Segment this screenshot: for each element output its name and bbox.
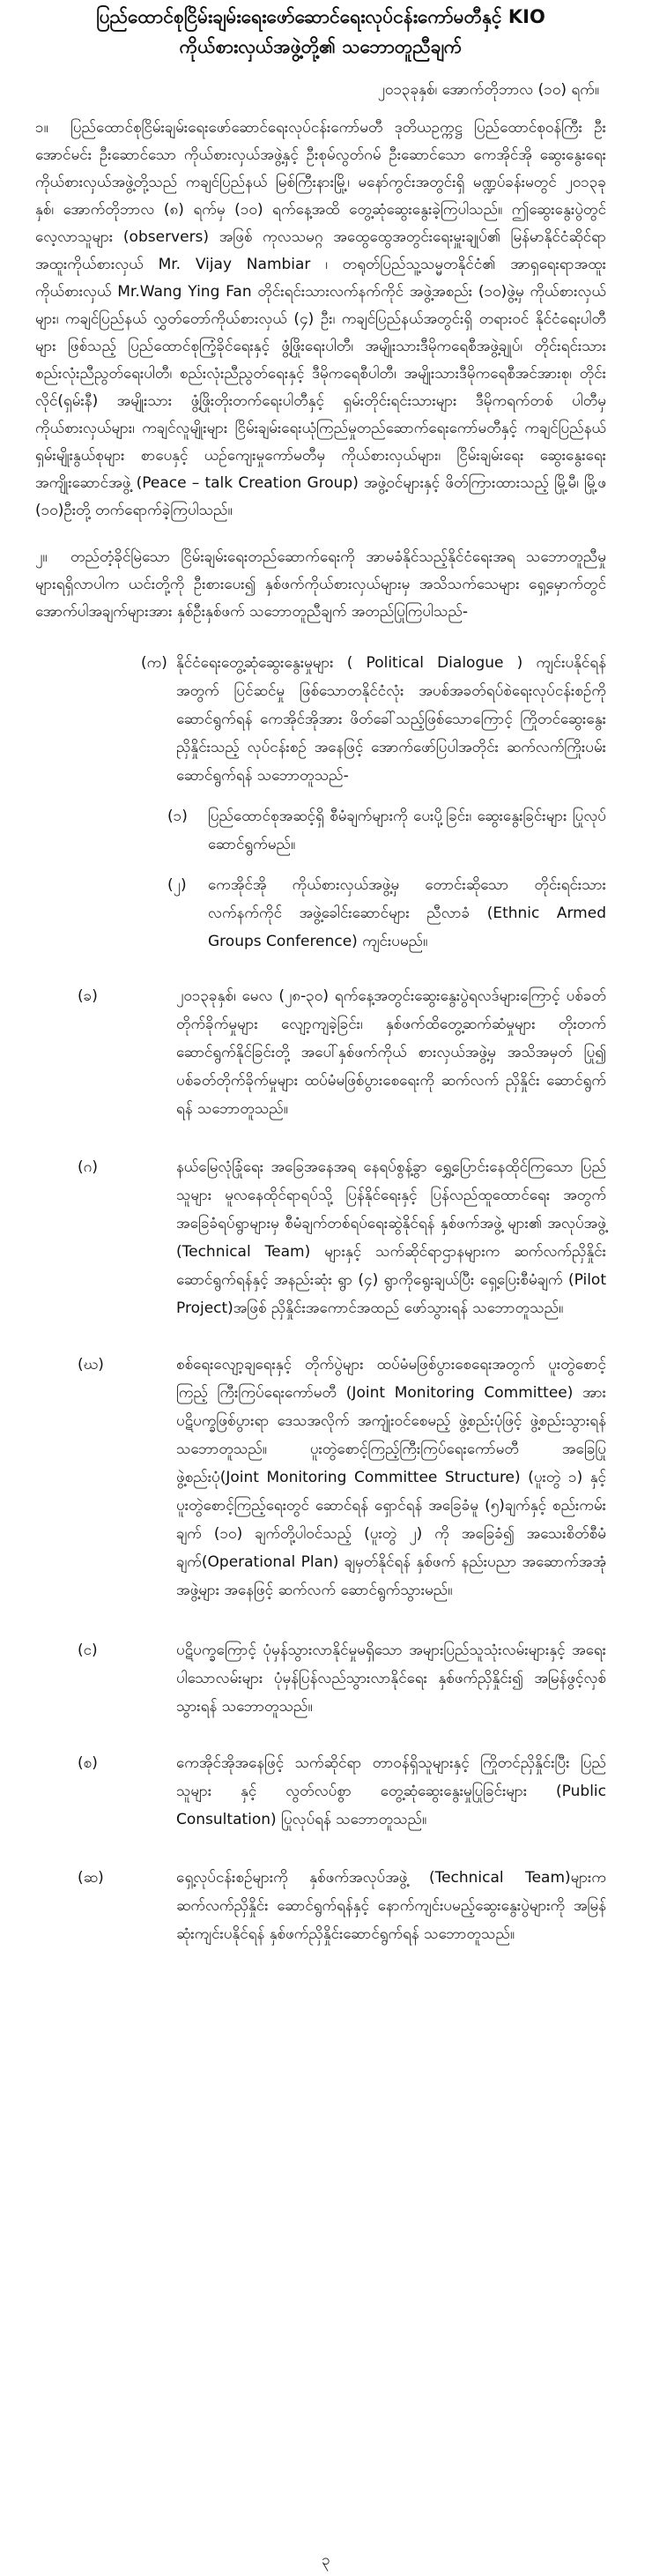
- item-ga-number: (ဂ): [78, 1158, 98, 1176]
- item-ka: [35, 649, 606, 790]
- item-ka-sub-1-text: ပြည်ထောင်စုအဆင့်ရှိ စီမံချက်များကို ပေးပို့ခြင်း၊ ဆွေးနွေးခြင်းများ ပြုလုပ် ဆောင်ရွက်မည်။: [208, 808, 606, 853]
- paragraph-1-number: ၁။: [35, 119, 48, 137]
- paragraph-1: [35, 115, 606, 525]
- title-line-1: ပြည်ထောင်စုငြိမ်းချမ်းရေးဖော်ဆောင်ရေးလုပ်ငန်းကော်မတီနှင့် KIO: [96, 6, 545, 27]
- document-date: ၂၀၁၃ခုနှစ်၊ အောက်တိုဘာလ (၁၀) ရက်။: [377, 81, 599, 99]
- item-nga-text: ပဋိပက္ခကြောင့် ပုံမှန်သွားလာနိုင်မှုမရှိသော အများပြည်သူသုံးလမ်းများနှင့် အရေးပါသောလမ်းများ ပုံမှန်ပြန်လည်သွားလာနိုင်ရေး နှစ်ဖက်ညှိနှိုင်း၍ အမြန်ဖွင့်လှစ်သွားရန် သဘောတူသည်။: [176, 1642, 606, 1716]
- item-ga: [35, 1153, 606, 1322]
- item-kha-number: (ခ): [78, 987, 98, 1005]
- item-nga: [35, 1636, 606, 1721]
- item-hsa: [35, 1864, 606, 1948]
- item-kha-text: ၂၀၁၃ခုနှစ်၊ မေလ (၂၈-၃၀) ရက်နေ့အတွင်းဆွေးနွေးပွဲရလဒ်များကြောင့် ပစ်ခတ်တိုက်ခိုက်မှုများ လျော့ကျခဲ့ခြင်း၊ နှစ်ဖက်ထိတွေ့ဆက်ဆံမှုများ တိုးတက်ဆောင်ရွက်နိုင်ခြင်းတို့ အပေါ်နှစ်ဖက်ကိုယ် စားလှယ်အဖွဲ့မှ အသိအမှတ် ပြု၍ ပစ်ခတ်တိုက်ခိုက်မှုများ ထပ်မံမဖြစ်ပွားစေရေးကို ဆက်လက် ညှိနှိုင်း ဆောင်ရွက်ရန် သဘောတူသည်။: [176, 987, 606, 1118]
- item-gha-text: စစ်ရေးလျော့ချရေးနှင့် တိုက်ပွဲများ ထပ်မံမဖြစ်ပွားစေရေးအတွက် ပူးတွဲစောင့်ကြည့် ကြီးကြပ်ရေးကော်မတီ (Joint Monitoring Committee) အား ပဋိပက္ခဖြစ်ပွားရာ ဒေသအလိုက် အကျုံးဝင်စေမည့် ဖွဲ့စည်းပုံဖြင့် ဖွဲ့စည်းသွားရန် သဘောတူသည်။ ပူးတွဲစောင့်ကြည့်ကြီးကြပ်ရေးကော်မတီ အခြေပြုဖွဲ့စည်းပုံ(Joint Monitoring Committee Structure) (ပူးတွဲ ၁) နှင့် ပူးတွဲစောင့်ကြည့်ရေးတွင် ဆောင်ရန် ရှောင်ရန် အခြေခံမူ (၅)ချက်နှင့် စည်းကမ်းချက် (၁၀) ချက်တို့ပါဝင်သည့် (ပူးတွဲ ၂) ကို အခြေခံ၍ အသေးစိတ်စီမံချက်(Operational Plan) ချမှတ်နိုင်ရန် နှစ်ဖက် နည်းပညာ အဆောက်အအုံအဖွဲ့များ အနေဖြင့် ဆက်လက် ဆောင်ရွက်သွားမည်။: [176, 1356, 606, 1599]
- paragraph-2: [35, 544, 606, 626]
- item-ga-text: နယ်မြေလုံခြုံရေး အခြေအနေအရ နေရပ်စွန့်ခွာ ရွှေ့ပြောင်းနေထိုင်ကြသော ပြည်သူများ မူလနေထိုင်ရာရပ်သို့ ပြန်နိုင်ရေးနှင့် ပြန်လည်ထူထောင်ရေး အတွက် အခြေခံရပ်ရွာများမှ စီမံချက်တစ်ရပ်ရေးဆွဲနိုင်ရန် နှစ်ဖက်အဖွဲ့ များ၏ အလုပ်အဖွဲ့ (Technical Team) များနှင့် သက်ဆိုင်ရာဌာနများက ဆက်လက်ညှိနှိုင်း ဆောင်ရွက်ရန်နှင့် အနည်းဆုံး ရွာ (၄) ရွာကိုရွေးချယ်ပြီး ရှေ့ပြေးစီမံချက် (Pilot Project)အဖြစ် ညှိနှိုင်းအကောင်အထည် ဖော်သွားရန် သဘောတူသည်။: [176, 1158, 606, 1317]
- paragraph-2-text: တည်တံ့ခိုင်မြဲသော ငြိမ်းချမ်းရေးတည်ဆောက်ရေးကို အာမခံနိုင်သည့်နိုင်ငံရေးအရ သဘောတူညီမှု များရရှိလာပါက ယင်းတို့ကို ဦးစားပေး၍ နှစ်ဖက်ကိုယ်စားလှယ်များမှ အသိသက်သေများ ရှေ့မှောက်တွင် အောက်ပါအချက်များအား နှစ်ဦးနှစ်ဖက် သဘောတူညီချက် အတည်ပြုကြပါသည်-: [35, 548, 606, 621]
- item-hsa-number: (ဆ): [78, 1869, 104, 1887]
- paragraph-1-text: ပြည်ထောင်စုငြိမ်းချမ်းရေးဖော်ဆောင်ရေးလုပ်ငန်းကော်မတီ ဒုတိယဥက္ကဋ္ဌ ပြည်ထောင်စုဝန်ကြီး ဦးအောင်မင်း ဦးဆောင်သော ကိုယ်စားလှယ်အဖွဲ့နှင့် ဦးစုမ်လွတ်ဂမ် ဦးဆောင်သော ကေအိုင်အို ဆွေးနွေးရေး ကိုယ်စားလှယ်အဖွဲ့တို့သည် ကချင်ပြည်နယ် မြစ်ကြီးနားမြို့၊ မနော်ကွင်းအတွင်းရှိ မဏ္ဍပ်ခန်းမတွင် ၂၀၁၃ခုနှစ်၊ အောက်တိုဘာလ (၈) ရက်မှ (၁၀) ရက်နေ့အထိ တွေ့ဆုံဆွေးနွေးခဲ့ကြပါသည်။ ဤဆွေးနွေးပွဲတွင် လေ့လာသူများ (observers) အဖြစ် ကုလသမဂ္ဂ အထွေထွေအတွင်းရေးမှူးချုပ်၏ မြန်မာနိုင်ငံဆိုင်ရာ အထူးကိုယ်စားလှယ် Mr. Vijay Nambiar ၊ တရုတ်ပြည်သူ့သမ္မတနိုင်ငံ၏ အာရှရေးရာအထူးကိုယ်စားလှယ် Mr.Wang Ying Fan တိုင်းရင်းသားလက်နက်ကိုင် အဖွဲ့အစည်း (၁၀)ဖွဲ့မှ ကိုယ်စားလှယ်များ၊ ကချင်ပြည်နယ် လွှတ်တော်ကိုယ်စားလှယ် (၄) ဦး၊ ကချင်ပြည်နယ်အတွင်းရှိ တရားဝင် နိုင်ငံရေးပါတီများ ဖြစ်သည့် ပြည်ထောင်စုကြံ့ခိုင်ရေးနှင့် ဖွံ့ဖြိုးရေးပါတီ၊ အမျိုးသားဒီမိုကရေစီအဖွဲ့ချုပ်၊ တိုင်းရင်းသားစည်းလုံးညီညွတ်ရေးပါတီ၊ စည်းလုံးညီညွတ်ရေးနှင့် ဒီမိုကရေစီပါတီ၊ အမျိုးသားဒီမိုကရေစီအင်အားစု၊ တိုင်းလိုင်(ရှမ်းနီ) အမျိုးသား ဖွံ့ဖြိုးတိုးတက်ရေးပါတီနှင့် ရှမ်းတိုင်းရင်းသားများ ဒီမိုကရက်တစ် ပါတီမှ ကိုယ်စားလှယ်များ၊ ကချင်လူမျိုးများ ငြိမ်းချမ်းရေးယုံကြည်မှုတည်ဆောက်ရေးကော်မတီနှင့် ကချင်ပြည်နယ် ရှမ်းမျိုးနွယ်စုများ စာပေနှင့် ယဉ်ကျေးမှုကော်မတီမှ ကိုယ်စားလှယ်များ၊ ငြိမ်းချမ်းရေး ဆွေးနွေးရေး အကျိုးဆောင်အဖွဲ့ (Peace – talk Creation Group) အဖွဲ့ဝင်များနှင့် ဖိတ်ကြားထားသည့် မြို့မီ၊ မြို့ဖ (၁၀)ဦးတို့ တက်ရောက်ခဲ့ကြပါသည်။: [35, 119, 606, 519]
- item-gha-number: (ဃ): [78, 1356, 104, 1374]
- document-title: [35, 0, 606, 62]
- item-ka-number: (က): [141, 654, 167, 672]
- title-line-2: ကိုယ်စားလှယ်အဖွဲ့တို့၏ သဘောတူညီချက်: [179, 36, 463, 57]
- item-ka-sub-2-number: (၂): [167, 876, 187, 894]
- page-number: ၃: [322, 2551, 330, 2569]
- item-sa: [35, 1749, 606, 1834]
- item-gha: [35, 1351, 606, 1604]
- item-sa-number: (စ): [78, 1754, 98, 1772]
- item-hsa-text: ရှေ့လုပ်ငန်းစဉ်များကို နှစ်ဖက်အလုပ်အဖွဲ့ (Technical Team)များက ဆက်လက်ညှိနှိုင်း ဆောင်ရွက်ရန်နှင့် နောက်ကျင်းပမည့်ဆွေးနွေးပွဲများကို အမြန်ဆုံးကျင်းပနိုင်ရန် နှစ်ဖက်ညှိနှိုင်းဆောင်ရွက်ရန် သဘောတူသည်။: [176, 1869, 606, 1943]
- paragraph-2-number: ၂။: [35, 548, 48, 566]
- item-ka-sub-1: [35, 802, 606, 859]
- item-ka-text: နိုင်ငံရေးတွေ့ဆုံဆွေးနွေးမှုများ ( Political Dialogue ) ကျင်းပနိုင်ရန် အတွက် ပြင်ဆင်မှု ဖြစ်သောတနိုင်ငံလုံး အပစ်အခတ်ရပ်စဲရေးလုပ်ငန်းစဉ်ကို ဆောင်ရွက်ရန် ကေအိုင်အိုအား ဖိတ်ခေါ်သည့်ဖြစ်သောကြောင့် ကြိုတင်ဆွေးနွေးညှိနှိုင်းသည့် လုပ်ငန်းစဉ် အနေဖြင့် အောက်ဖော်ပြပါအတိုင်း ဆက်လက်ကြိုးပမ်းဆောင်ရွက်ရန် သဘောတူသည်-: [176, 654, 606, 785]
- item-ka-sub-2-text: ကေအိုင်အို ကိုယ်စားလှယ်အဖွဲ့မှ တောင်းဆိုသော တိုင်းရင်းသား လက်နက်ကိုင် အဖွဲ့ခေါင်းဆောင်များ ညီလာခံ (Ethnic Armed Groups Conference) ကျင်းပမည်။: [208, 876, 606, 950]
- item-sa-text: ကေအိုင်အိုအနေဖြင့် သက်ဆိုင်ရာ တာဝန်ရှိသူများနှင့် ကြိုတင်ညှိနှိုင်းပြီး ပြည်သူများ နှင့် လွတ်လပ်စွာ တွေ့ဆုံဆွေးနွေးမှုပြုခြင်းများ (Public Consultation) ပြုလုပ်ရန် သဘောတူသည်။: [176, 1754, 606, 1828]
- item-ka-sub-2: [35, 871, 606, 956]
- item-nga-number: (င): [78, 1642, 98, 1659]
- item-kha: [35, 982, 606, 1123]
- item-ka-sub-1-number: (၁): [167, 808, 188, 825]
